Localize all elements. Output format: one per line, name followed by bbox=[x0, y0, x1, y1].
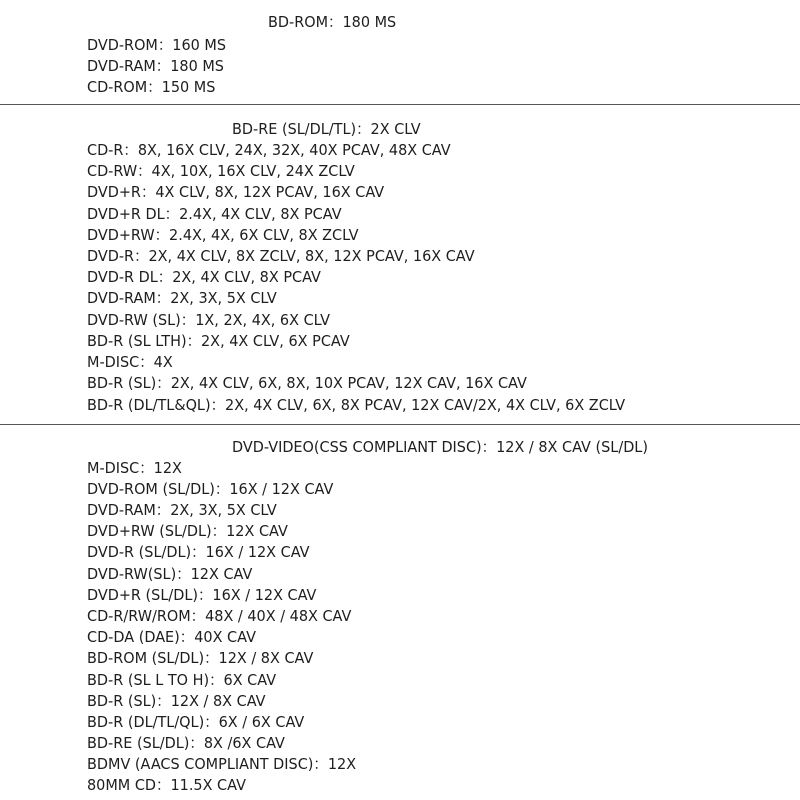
dvd-ram-access-time: DVD-RAM：180 MS bbox=[87, 57, 224, 75]
bd-r-sl-write-speed: BD-R (SL)：2X, 4X CLV, 6X, 8X, 10X PCAV, 12X CAV, 16X CAV bbox=[87, 374, 527, 392]
dvd-plus-rw-read-speed: DVD+RW (SL/DL)：12X CAV bbox=[87, 522, 288, 540]
dvd-video-read-speed: DVD-VIDEO(CSS COMPLIANT DISC)：12X / 8X CAV (SL/DL) bbox=[232, 438, 648, 456]
dvd-plus-r-write-speed: DVD+R：4X CLV, 8X, 12X PCAV, 16X CAV bbox=[87, 183, 385, 201]
dvd-ram-read-speed: DVD-RAM：2X, 3X, 5X CLV bbox=[87, 501, 277, 519]
cd-r-rw-rom-read-speed: CD-R/RW/ROM：48X / 40X / 48X CAV bbox=[87, 607, 352, 625]
dvd-minus-r-write-speed: DVD-R：2X, 4X CLV, 8X ZCLV, 8X, 12X PCAV, 16X CAV bbox=[87, 247, 475, 265]
bd-r-sl-l-to-h-read-speed: BD-R (SL L TO H)：6X CAV bbox=[87, 671, 277, 689]
80mm-cd-read-speed: 80MM CD：11.5X CAV bbox=[87, 776, 246, 794]
m-disc-read-speed: M-DISC：12X bbox=[87, 459, 182, 477]
bd-re-read-speed: BD-RE (SL/DL)：8X /6X CAV bbox=[87, 734, 285, 752]
bdmv-read-speed: BDMV (AACS COMPLIANT DISC)：12X bbox=[87, 755, 357, 773]
dvd-minus-r-read-speed: DVD-R (SL/DL)：16X / 12X CAV bbox=[87, 543, 310, 561]
dvd-rw-write-speed: DVD-RW (SL)：1X, 2X, 4X, 6X CLV bbox=[87, 311, 330, 329]
bd-rom-access-time: BD-ROM：180 MS bbox=[268, 13, 397, 31]
cd-rw-write-speed: CD-RW：4X, 10X, 16X CLV, 24X ZCLV bbox=[87, 162, 355, 180]
dvd-minus-r-dl-write-speed: DVD-R DL：2X, 4X CLV, 8X PCAV bbox=[87, 268, 321, 286]
cd-r-write-speed: CD-R：8X, 16X CLV, 24X, 32X, 40X PCAV, 48X CAV bbox=[87, 141, 451, 159]
dvd-rom-read-speed: DVD-ROM (SL/DL)：16X / 12X CAV bbox=[87, 480, 334, 498]
bd-r-sl-read-speed: BD-R (SL)：12X / 8X CAV bbox=[87, 692, 266, 710]
dvd-rw-read-speed: DVD-RW(SL)：12X CAV bbox=[87, 565, 253, 583]
bd-rom-read-speed: BD-ROM (SL/DL)：12X / 8X CAV bbox=[87, 649, 314, 667]
bd-r-sl-lth-write-speed: BD-R (SL LTH)：2X, 4X CLV, 6X PCAV bbox=[87, 332, 350, 350]
dvd-ram-write-speed: DVD-RAM：2X, 3X, 5X CLV bbox=[87, 289, 277, 307]
dvd-plus-rw-write-speed: DVD+RW：2.4X, 4X, 6X CLV, 8X ZCLV bbox=[87, 226, 359, 244]
m-disc-write-speed: M-DISC：4X bbox=[87, 353, 173, 371]
section-divider bbox=[0, 104, 800, 105]
bd-r-dl-tl-ql-read-speed: BD-R (DL/TL/QL)：6X / 6X CAV bbox=[87, 713, 305, 731]
bd-r-dl-tl-ql-write-speed: BD-R (DL/TL&QL)：2X, 4X CLV, 6X, 8X PCAV, 12X CAV/2X, 4X CLV, 6X ZCLV bbox=[87, 396, 626, 414]
cd-da-read-speed: CD-DA (DAE)：40X CAV bbox=[87, 628, 256, 646]
section-divider bbox=[0, 424, 800, 425]
dvd-plus-r-dl-write-speed: DVD+R DL：2.4X, 4X CLV, 8X PCAV bbox=[87, 205, 342, 223]
dvd-plus-r-read-speed: DVD+R (SL/DL)：16X / 12X CAV bbox=[87, 586, 317, 604]
cd-rom-access-time: CD-ROM：150 MS bbox=[87, 78, 216, 96]
dvd-rom-access-time: DVD-ROM：160 MS bbox=[87, 36, 227, 54]
bd-re-write-speed: BD-RE (SL/DL/TL)：2X CLV bbox=[232, 120, 421, 138]
